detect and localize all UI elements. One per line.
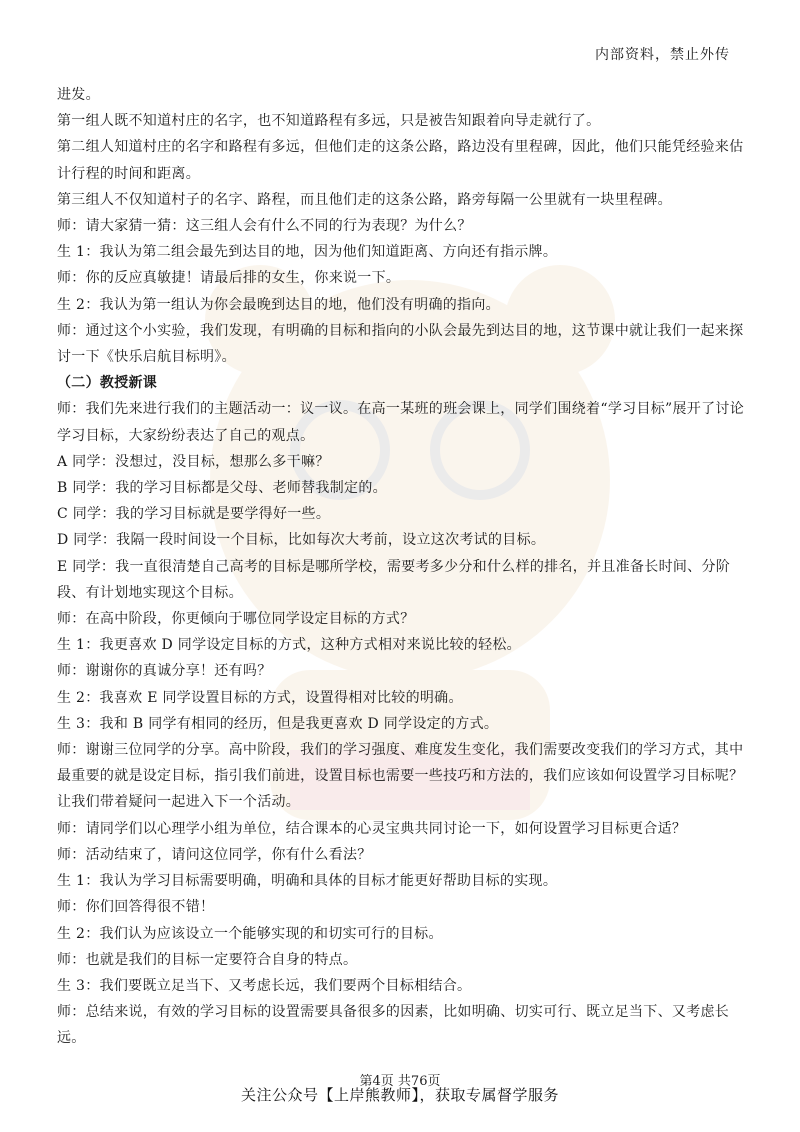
paragraph: 师：也就是我们的目标一定要符合自身的特点。 (57, 951, 358, 968)
paragraph: C 同学：我的学习目标就是要学得好一些。 (57, 506, 331, 523)
paragraph: 师：你们回答得很不错！ (57, 899, 215, 916)
paragraph: 师：请大家猜一猜：这三组人会有什么不同的行为表现？为什么？ (57, 218, 472, 235)
paragraph: 生 3：我和 B 同学有相同的经历，但是我更喜欢 D 同学设定的方式。 (57, 715, 499, 732)
paragraph: B 同学：我的学习目标都是父母、老师替我制定的。 (57, 480, 387, 497)
paragraph: 生 2：我认为第一组认为你会最晚到达目的地，他们没有明确的指向。 (57, 296, 500, 313)
paragraph: 第二组人知道村庄的名字和路程有多远，但他们走的这条公路，路边没有里程碑，因此，他们只能凭经验来估计行程的时间和距离。 (57, 139, 744, 182)
paragraph: 师：总结来说，有效的学习目标的设置需要具备很多的因素，比如明确、切实可行、既立足当下、又考虑长远。 (57, 1004, 730, 1047)
footer-promo: 关注公众号【上岸熊教师】，获取专属督学服务 (240, 1086, 559, 1104)
paragraph: 生 2：我们认为应该设立一个能够实现的和切实可行的目标。 (57, 925, 443, 942)
paragraph: 师：请同学们以心理学小组为单位，结合课本的心灵宝典共同讨论一下，如何设置学习目标更合适？ (57, 820, 687, 837)
paragraph: 师：活动结束了，请问这位同学，你有什么看法？ (57, 846, 372, 863)
document-body (57, 82, 747, 1052)
paragraph: 生 1：我认为第二组会最先到达目的地，因为他们知道距离、方向还有指示牌。 (57, 244, 558, 261)
page-number: 第4页 共76页 (359, 1074, 441, 1089)
paragraph: 生 1：我更喜欢 D 同学设定目标的方式，这种方式相对来说比较的轻松。 (57, 637, 521, 654)
paragraph: E 同学：我一直很清楚自己高考的目标是哪所学校，需要考多少分和什么样的排名，并且准备长时间、分阶段、有计划地实现这个目标。 (57, 558, 731, 601)
paragraph: A 同学：没想过，没目标，想那么多干嘛？ (57, 453, 330, 470)
paragraph: 师：谢谢你的真诚分享！还有吗？ (57, 663, 272, 680)
paragraph: 第三组人不仅知道村子的名字、路程，而且他们走的这条公路，路旁每隔一公里就有一块里程碑。 (57, 191, 672, 208)
paragraph: 进发。 (57, 87, 100, 103)
paragraph: 师：我们先来进行我们的主题活动一：议一议。在高一某班的班会课上，同学们围绕着“学习目标”展开了讨论学习目标，大家纷纷表达了自己的观点。 (57, 401, 745, 444)
paragraph: 师：通过这个小实验，我们发现，有明确的目标和指向的小队会最先到达目的地，这节课中就让我们一起来探讨一下《快乐启航目标明》。 (57, 322, 744, 366)
paragraph: 师：你的反应真敏捷！请最后排的女生，你来说一下。 (57, 270, 401, 287)
paragraph: 师：谢谢三位同学的分享。高中阶段，我们的学习强度、难度发生变化，我们需要改变我们的学习方式，其中最重要的就是设定目标，指引我们前进，设置目标也需要一些技巧和方法的，我们应该如何设置学习目标呢？让我们带着疑问一起进入下一个活动。 (57, 742, 744, 811)
paragraph: 生 3：我们要既立足当下、又考虑长远，我们要两个目标相结合。 (57, 977, 472, 994)
paragraph: 生 1：我认为学习目标需要明确，明确和具体的目标才能更好帮助目标的实现。 (57, 873, 558, 890)
paragraph: 第一组人既不知道村庄的名字，也不知道路程有多远，只是被告知跟着向导走就行了。 (57, 113, 601, 130)
paragraph: D 同学：我隔一段时间设一个目标，比如每次大考前，设立这次考试的目标。 (57, 532, 546, 549)
paragraph: 师：在高中阶段，你更倾向于哪位同学设定目标的方式？ (57, 611, 415, 628)
paragraph: 生 2：我喜欢 E 同学设置目标的方式，设置得相对比较的明确。 (57, 689, 463, 706)
section-heading: （二）教授新课 (57, 375, 158, 392)
confidential-notice: 内部资料，禁止外传 (595, 47, 730, 63)
